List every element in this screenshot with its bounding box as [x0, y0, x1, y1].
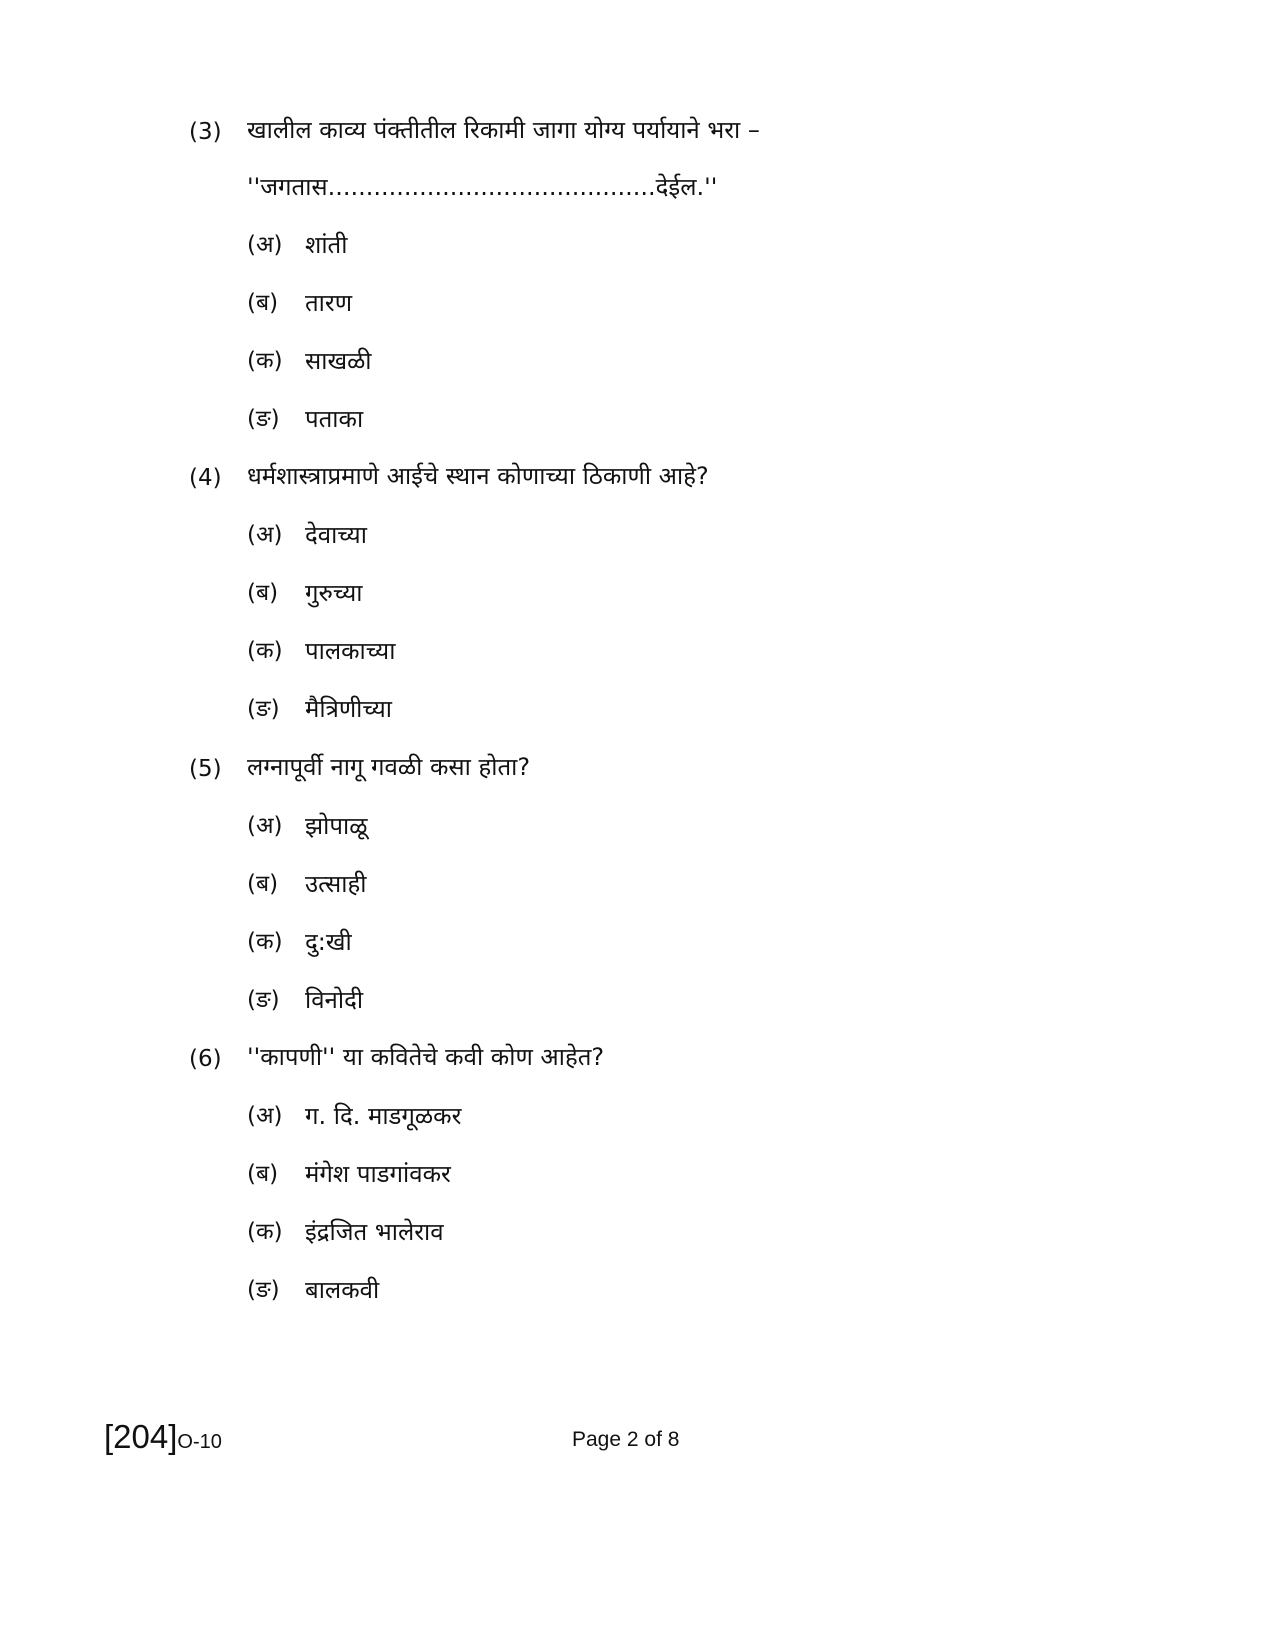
- option-label: (ब): [247, 580, 279, 606]
- option-text: शांती: [305, 231, 348, 259]
- option-a: [0, 811, 1275, 841]
- option-text: देवाच्या: [305, 521, 367, 549]
- question-number: (6): [189, 1046, 222, 1072]
- option-text: दु:खी: [305, 928, 352, 956]
- option-text: पताका: [305, 405, 364, 433]
- option-text: उत्साही: [305, 870, 367, 898]
- option-text: इंद्रजित भालेराव: [305, 1218, 444, 1246]
- option-text: विनोदी: [305, 986, 364, 1014]
- option-a: [0, 1101, 1275, 1131]
- question-text: धर्मशास्त्राप्रमाणे आईचे स्थान कोणाच्या ठिकाणी आहे?: [247, 462, 709, 490]
- poem-line-blank: ''जगतास...........................................देईल.'': [247, 173, 718, 201]
- option-label: (ब): [247, 290, 279, 316]
- option-d: [0, 694, 1275, 724]
- option-label: (ङ): [247, 987, 280, 1013]
- question-text: खालील काव्य पंक्तीतील रिकामी जागा योग्य पर्यायाने भरा –: [247, 116, 760, 144]
- option-b: [0, 288, 1275, 318]
- option-text: झोपाळू: [305, 812, 368, 840]
- option-label: (ङ): [247, 406, 280, 432]
- option-label: (ङ): [247, 696, 280, 722]
- page-number: Page 2 of 8: [572, 1428, 680, 1451]
- option-c: [0, 346, 1275, 376]
- question-text: ''कापणी'' या कवितेचे कवी कोण आहेत?: [247, 1043, 605, 1071]
- question-text: लग्नापूर्वी नागू गवळी कसा होता?: [247, 753, 531, 781]
- option-c: [0, 927, 1275, 957]
- option-label: (क): [247, 348, 283, 374]
- option-b: [0, 578, 1275, 608]
- question-number: (5): [189, 756, 222, 782]
- option-a: [0, 520, 1275, 550]
- option-text: तारण: [305, 289, 353, 317]
- option-text: गुरुच्या: [305, 579, 363, 607]
- option-text: मैत्रिणीच्या: [305, 695, 393, 723]
- option-label: (अ): [247, 232, 283, 258]
- option-text: पालकाच्या: [305, 637, 396, 665]
- option-d: [0, 1275, 1275, 1305]
- option-label: (ब): [247, 1161, 279, 1187]
- option-label: (अ): [247, 813, 283, 839]
- option-text: बालकवी: [305, 1276, 380, 1304]
- option-c: [0, 1217, 1275, 1247]
- option-d: [0, 985, 1275, 1015]
- option-b: [0, 869, 1275, 899]
- question-number: (3): [189, 119, 222, 145]
- option-label: (अ): [247, 522, 283, 548]
- option-text: मंगेश पाडगांवकर: [305, 1160, 451, 1188]
- option-c: [0, 636, 1275, 666]
- option-label: (क): [247, 929, 283, 955]
- option-text: ग. दि. माडगूळकर: [305, 1102, 462, 1130]
- option-a: [0, 230, 1275, 260]
- option-label: (ङ): [247, 1277, 280, 1303]
- question-number: (4): [189, 465, 222, 491]
- option-text: साखळी: [305, 347, 372, 375]
- paper-code: [104, 1418, 222, 1456]
- option-label: (क): [247, 638, 283, 664]
- option-label: (ब): [247, 871, 279, 897]
- paper-code-sub: O-10: [177, 1431, 222, 1453]
- option-label: (अ): [247, 1103, 283, 1129]
- option-label: (क): [247, 1219, 283, 1245]
- option-d: [0, 404, 1275, 434]
- paper-code-main: [204]: [104, 1418, 178, 1455]
- option-b: [0, 1159, 1275, 1189]
